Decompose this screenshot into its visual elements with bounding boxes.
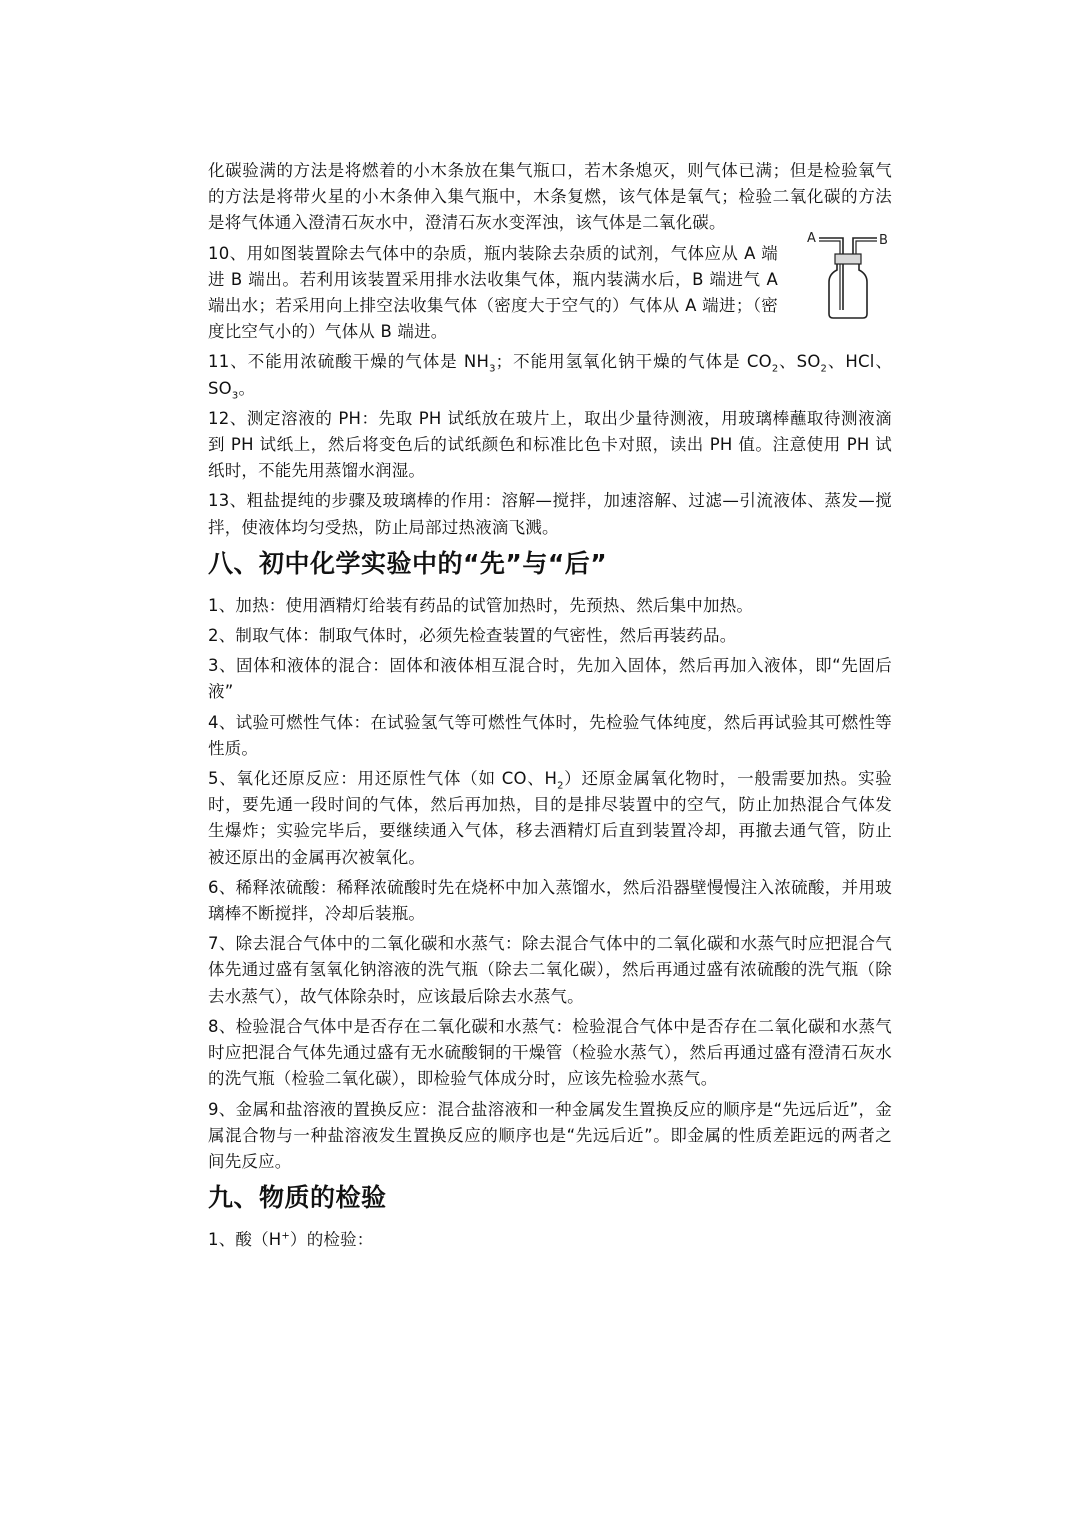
s8-item-8: 8、检验混合气体中是否存在二氧化碳和水蒸气：检验混合气体中是否存在二氧化碳和水蒸气时应把混合气体先通过盛有无水硫酸铜的干燥管（检验水蒸气），然后再通过盛有澄清石灰水的洗气瓶（检验二氧化碳），即检验气体成分时，应该先检验水蒸气。 bbox=[208, 1016, 892, 1089]
s8-item-6: 6、稀释浓硫酸：稀释浓硫酸时先在烧杯中加入蒸馏水，然后沿器壁慢慢注入浓硫酸，并用玻璃棒不断搅拌，冷却后装瓶。 bbox=[208, 877, 892, 924]
s8-item-7: 7、除去混合气体中的二氧化碳和水蒸气：除去混合气体中的二氧化碳和水蒸气时应把混合气体先通过盛有氢氧化钠溶液的洗气瓶（除去二氧化碳），然后再通过盛有浓硫酸的洗气瓶（除去水蒸气），故气体除杂时，应该最后除去水蒸气。 bbox=[208, 934, 892, 1006]
s9-item-1: 1、酸（H+）的检验： bbox=[208, 1230, 374, 1250]
section-8-heading: 八、初中化学实验中的“先”与“后” bbox=[208, 548, 608, 578]
s8-item-2: 2、制取气体：制取气体时，必须先检查装置的气密性，然后再装药品。 bbox=[208, 626, 737, 646]
item-12: 12、测定溶液的 PH：先取 PH 试纸放在玻片上，取出少量待测液，用玻璃棒蘸取待测液滴到 PH 试纸上，然后将变色后的试纸颜色和标准比色卡对照，读出 PH 值。注意使用 PH 试纸时，不能先用蒸馏水润湿。 bbox=[208, 408, 892, 481]
s8-item-5: 5、氧化还原反应：用还原性气体（如 CO、$H_2$）还原金属氧化物时，一般需要加热。实验时，要先通一段时间的气体，然后再加热，目的是排尽装置中的空气，防止加热混合气体发生爆炸；实验完毕后，要继续通入气体，移去酒精灯后直到装置冷却，再撤去通气管，防止被还原出的金属再次被氧化。 bbox=[208, 769, 892, 867]
item-10: 10、用如图装置除去气体中的杂质，瓶内装除去杂质的试剂，气体应从 A 端进 B 端出。若利用该装置采用排水法收集气体，瓶内装满水后，B 端进气 A 端出水；若采用向上排空法收集气体（密度大于空气的）气体从 A 端进；（密度比空气小的）气体从 B 端进。 bbox=[208, 243, 778, 342]
item-11: 11、不能用浓硫酸干燥的气体是 $NH_3$；不能用氢氧化钠干燥的气体是 $CO_2$、$SO_2$、HCl、$SO_3$。 bbox=[208, 352, 893, 401]
s8-item-1: 1、加热：使用酒精灯给装有药品的试管加热时，先预热、然后集中加热。 bbox=[208, 595, 754, 615]
s8-item-4: 4、试验可燃性气体：在试验氢气等可燃性气体时，先检验气体纯度，然后再试验其可燃性等性质。 bbox=[208, 712, 892, 758]
section-9-heading: 九、物质的检验 bbox=[208, 1183, 387, 1213]
s8-item-3: 3、固体和液体的混合：固体和液体相互混合时，先加入固体，然后再加入液体，即“先固后液” bbox=[208, 656, 892, 702]
flask-label-a: A bbox=[807, 231, 816, 246]
document-body bbox=[208, 158, 892, 1253]
s8-item-9: 9、金属和盐溶液的置换反应：混合盐溶液和一种金属发生置换反应的顺序是“先远后近”，金属混合物与一种盐溶液发生置换反应的顺序也是“先远后近”。即金属的性质差距远的两者之间先反应。 bbox=[208, 1099, 892, 1171]
flask-label-b: B bbox=[879, 233, 888, 248]
continuation-paragraph: 化碳验满的方法是将燃着的小木条放在集气瓶口，若木条熄灭，则气体已满；但是检验氧气的方法是将带火星的小木条伸入集气瓶中，木条复燃，该气体是氧气；检验二氧化碳的方法是将气体通入澄清石灰水中，澄清石灰水变浑浊，该气体是二氧化碳。 bbox=[208, 161, 892, 233]
item-13: 13、粗盐提纯的步骤及玻璃棒的作用：溶解—搅拌，加速溶解、过滤—引流液体、蒸发—搅拌，使液体均匀受热，防止局部过热液滴飞溅。 bbox=[208, 491, 892, 537]
